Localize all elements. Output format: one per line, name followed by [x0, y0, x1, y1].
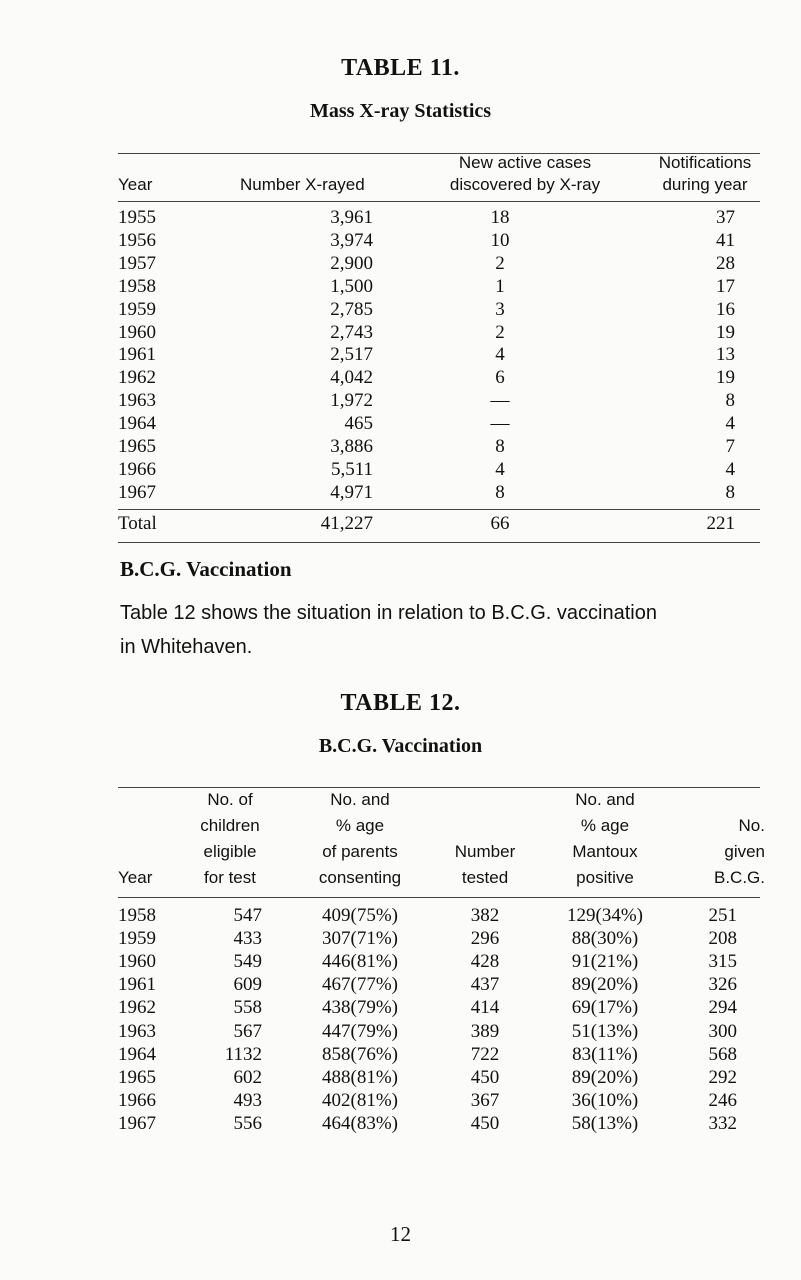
table-11-subtitle: Mass X-ray Statistics [309, 100, 492, 122]
t12-header-given-2: given [724, 842, 765, 861]
t12-header-given-1: No. [738, 816, 765, 835]
t11-cell-notifications: 16 [716, 298, 735, 320]
t11-cell-notifications: 4 [725, 458, 735, 480]
t12-cell-number-tested: 382 [470, 905, 500, 926]
t11-cell-notifications: 8 [725, 481, 735, 503]
t12-cell-given-bcg: 251 [708, 905, 737, 926]
t11-header-new-1: New active cases [458, 153, 592, 172]
t11-total-label: Total [118, 513, 157, 534]
table-12-subtitle: B.C.G. Vaccination [318, 735, 483, 757]
t11-cell-number-xrayed: 2,517 [330, 344, 373, 366]
t12-cell-parents-consenting: 467(77%) [322, 974, 398, 996]
t11-cell-new-active-cases: 4 [495, 344, 505, 366]
table-12-top-rule [118, 787, 760, 788]
t11-total-notif: 221 [706, 513, 735, 534]
t11-cell-year: 1958 [118, 275, 156, 297]
t12-cell-children-eligible: 1132 [224, 1043, 262, 1065]
t11-cell-year: 1959 [118, 298, 156, 320]
t12-cell-children-eligible: 556 [233, 1112, 262, 1134]
t12-cell-parents-consenting: 446(81%) [322, 951, 398, 973]
t12-cell-given-bcg: 246 [708, 1089, 737, 1111]
t11-cell-year: 1955 [118, 207, 156, 228]
t12-cell-given-bcg: 292 [708, 1066, 737, 1088]
t11-cell-number-xrayed: 3,961 [330, 207, 373, 228]
t12-cell-given-bcg: 326 [708, 974, 737, 996]
t12-cell-children-eligible: 493 [233, 1089, 262, 1111]
t12-header-mantoux-1: No. and [575, 790, 635, 809]
t12-header-parents-3: of parents [322, 842, 398, 861]
t12-cell-mantoux-positive: 91(21%) [571, 951, 639, 973]
t11-cell-new-active-cases: 18 [490, 207, 510, 228]
table-12-title: TABLE 12. [340, 690, 461, 716]
t11-cell-new-active-cases: 2 [495, 252, 505, 274]
table-11-total-rule [118, 509, 760, 510]
t11-cell-new-active-cases: 2 [495, 321, 505, 343]
t11-cell-year: 1965 [118, 436, 156, 457]
t12-cell-parents-consenting: 447(79%) [322, 1020, 398, 1042]
t11-cell-notifications: 4 [725, 413, 735, 435]
t11-cell-new-active-cases: 8 [495, 436, 505, 457]
t12-cell-number-tested: 367 [470, 1089, 500, 1111]
t12-header-parents-4: consenting [318, 868, 402, 887]
t12-cell-children-eligible: 567 [233, 1020, 262, 1042]
t11-cell-notifications: 28 [716, 252, 735, 274]
t12-cell-children-eligible: 549 [233, 951, 262, 973]
t11-total-number: 41,227 [320, 513, 373, 534]
t11-cell-new-active-cases: 6 [495, 367, 505, 389]
t11-cell-number-xrayed: 465 [344, 413, 373, 435]
t12-cell-number-tested: 450 [470, 1066, 500, 1088]
t11-cell-year: 1963 [118, 390, 156, 412]
table-11-bottom-rule [118, 542, 760, 543]
t11-cell-number-xrayed: 1,972 [330, 390, 373, 412]
t12-header-mantoux-4: positive [576, 868, 634, 887]
t11-cell-number-xrayed: 5,511 [330, 458, 373, 480]
t11-cell-notifications: 7 [725, 436, 735, 457]
t12-cell-number-tested: 428 [470, 951, 500, 973]
t12-cell-parents-consenting: 488(81%) [322, 1066, 398, 1088]
t12-cell-parents-consenting: 464(83%) [322, 1112, 398, 1134]
t12-cell-mantoux-positive: 88(30%) [571, 928, 639, 950]
t11-cell-year: 1956 [118, 229, 156, 251]
t12-header-children-2: children [200, 816, 260, 835]
t12-cell-number-tested: 296 [470, 928, 500, 950]
t12-cell-parents-consenting: 409(75%) [322, 905, 398, 926]
t11-cell-new-active-cases: 4 [495, 458, 505, 480]
t11-cell-year: 1962 [118, 367, 156, 389]
section-heading: B.C.G. Vaccination [120, 557, 292, 581]
t12-cell-parents-consenting: 402(81%) [322, 1089, 398, 1111]
t12-cell-mantoux-positive: 58(13%) [571, 1112, 639, 1134]
t12-cell-children-eligible: 558 [233, 997, 262, 1019]
t12-cell-year: 1966 [118, 1089, 156, 1111]
t12-cell-year: 1967 [118, 1112, 156, 1134]
t11-cell-number-xrayed: 3,974 [330, 229, 373, 251]
t12-header-year: Year [118, 868, 153, 887]
table-11-header-rule [118, 201, 760, 202]
t11-header-notif-2: during year [662, 175, 748, 194]
t11-cell-new-active-cases: 1 [495, 275, 505, 297]
paragraph-line-2: in Whitehaven. [120, 636, 253, 658]
t12-cell-given-bcg: 315 [708, 951, 737, 973]
t12-cell-mantoux-positive: 129(34%) [567, 905, 643, 926]
t12-cell-given-bcg: 568 [708, 1043, 737, 1065]
t11-cell-number-xrayed: 2,900 [330, 252, 373, 274]
t12-header-parents-1: No. and [330, 790, 390, 809]
t12-header-children-4: for test [204, 868, 256, 887]
t12-header-given-3: B.C.G. [713, 868, 765, 887]
t12-cell-year: 1958 [118, 905, 156, 926]
t11-cell-notifications: 41 [716, 229, 735, 251]
t12-cell-year: 1960 [118, 951, 156, 973]
t11-cell-new-active-cases: 3 [495, 298, 505, 320]
t12-cell-year: 1965 [118, 1066, 156, 1088]
t12-cell-mantoux-positive: 89(20%) [571, 974, 639, 996]
t11-cell-notifications: 17 [716, 275, 735, 297]
t12-cell-year: 1962 [118, 997, 156, 1019]
t11-header-notif-1: Notifications [658, 153, 752, 172]
t11-cell-new-active-cases: — [490, 413, 510, 435]
t11-cell-notifications: 37 [716, 207, 735, 228]
t12-cell-number-tested: 389 [470, 1020, 500, 1042]
t12-cell-year: 1964 [118, 1043, 156, 1065]
t12-cell-given-bcg: 208 [708, 928, 737, 950]
t11-cell-notifications: 19 [716, 367, 735, 389]
t11-cell-new-active-cases: 10 [490, 229, 510, 251]
t11-cell-new-active-cases: 8 [495, 481, 505, 503]
t12-cell-given-bcg: 300 [708, 1020, 737, 1042]
t12-header-tested-2: tested [461, 868, 509, 887]
t11-header-new-2: discovered by X-ray [449, 175, 601, 194]
t11-cell-year: 1966 [118, 458, 156, 480]
t11-cell-year: 1961 [118, 344, 156, 366]
t11-total-new: 66 [490, 513, 510, 534]
t12-cell-number-tested: 414 [470, 997, 500, 1019]
t12-cell-year: 1959 [118, 928, 156, 950]
paragraph-line-1: Table 12 shows the situation in relation to B.C.G. vaccination [120, 602, 657, 624]
table-12-header-rule [118, 897, 760, 898]
t11-cell-year: 1957 [118, 252, 156, 274]
t11-cell-new-active-cases: — [490, 390, 510, 412]
t12-cell-mantoux-positive: 83(11%) [572, 1043, 638, 1065]
t12-header-mantoux-2: % age [580, 816, 630, 835]
t11-cell-number-xrayed: 2,743 [330, 321, 373, 343]
t12-cell-year: 1961 [118, 974, 156, 996]
t12-cell-given-bcg: 294 [708, 997, 737, 1019]
t12-cell-number-tested: 450 [470, 1112, 500, 1134]
t11-cell-number-xrayed: 3,886 [330, 436, 373, 457]
t11-cell-year: 1964 [118, 413, 156, 435]
t12-cell-mantoux-positive: 89(20%) [571, 1066, 639, 1088]
t12-cell-given-bcg: 332 [708, 1112, 737, 1134]
page-number: 12 [390, 1222, 411, 1246]
t12-cell-mantoux-positive: 51(13%) [571, 1020, 639, 1042]
t12-cell-parents-consenting: 858(76%) [322, 1043, 398, 1065]
table-11-title: TABLE 11. [341, 55, 460, 81]
t11-cell-number-xrayed: 2,785 [330, 298, 373, 320]
t11-cell-number-xrayed: 1,500 [330, 275, 373, 297]
t11-cell-notifications: 19 [716, 321, 735, 343]
t12-cell-children-eligible: 609 [233, 974, 262, 996]
t12-cell-number-tested: 437 [470, 974, 500, 996]
t12-header-mantoux-3: Mantoux [572, 842, 638, 861]
t11-cell-notifications: 13 [716, 344, 735, 366]
t11-header-year: Year [118, 175, 153, 194]
t12-cell-mantoux-positive: 36(10%) [571, 1089, 639, 1111]
t12-header-children-3: eligible [203, 842, 257, 861]
t11-cell-year: 1960 [118, 321, 156, 343]
t11-cell-number-xrayed: 4,042 [330, 367, 373, 389]
t11-header-number: Number X-rayed [240, 175, 365, 194]
t12-cell-parents-consenting: 307(71%) [322, 928, 398, 950]
t12-header-children-1: No. of [207, 790, 253, 809]
t12-cell-children-eligible: 433 [233, 928, 262, 950]
t12-header-parents-2: % age [335, 816, 385, 835]
t11-cell-year: 1967 [118, 481, 156, 503]
t12-cell-parents-consenting: 438(79%) [322, 997, 398, 1019]
t11-cell-notifications: 8 [725, 390, 735, 412]
t12-cell-children-eligible: 602 [233, 1066, 262, 1088]
t12-cell-year: 1963 [118, 1020, 156, 1042]
t12-header-tested-1: Number [454, 842, 516, 861]
t12-cell-mantoux-positive: 69(17%) [571, 997, 639, 1019]
t12-cell-children-eligible: 547 [233, 905, 262, 926]
t11-cell-number-xrayed: 4,971 [330, 481, 373, 503]
t12-cell-number-tested: 722 [470, 1043, 500, 1065]
